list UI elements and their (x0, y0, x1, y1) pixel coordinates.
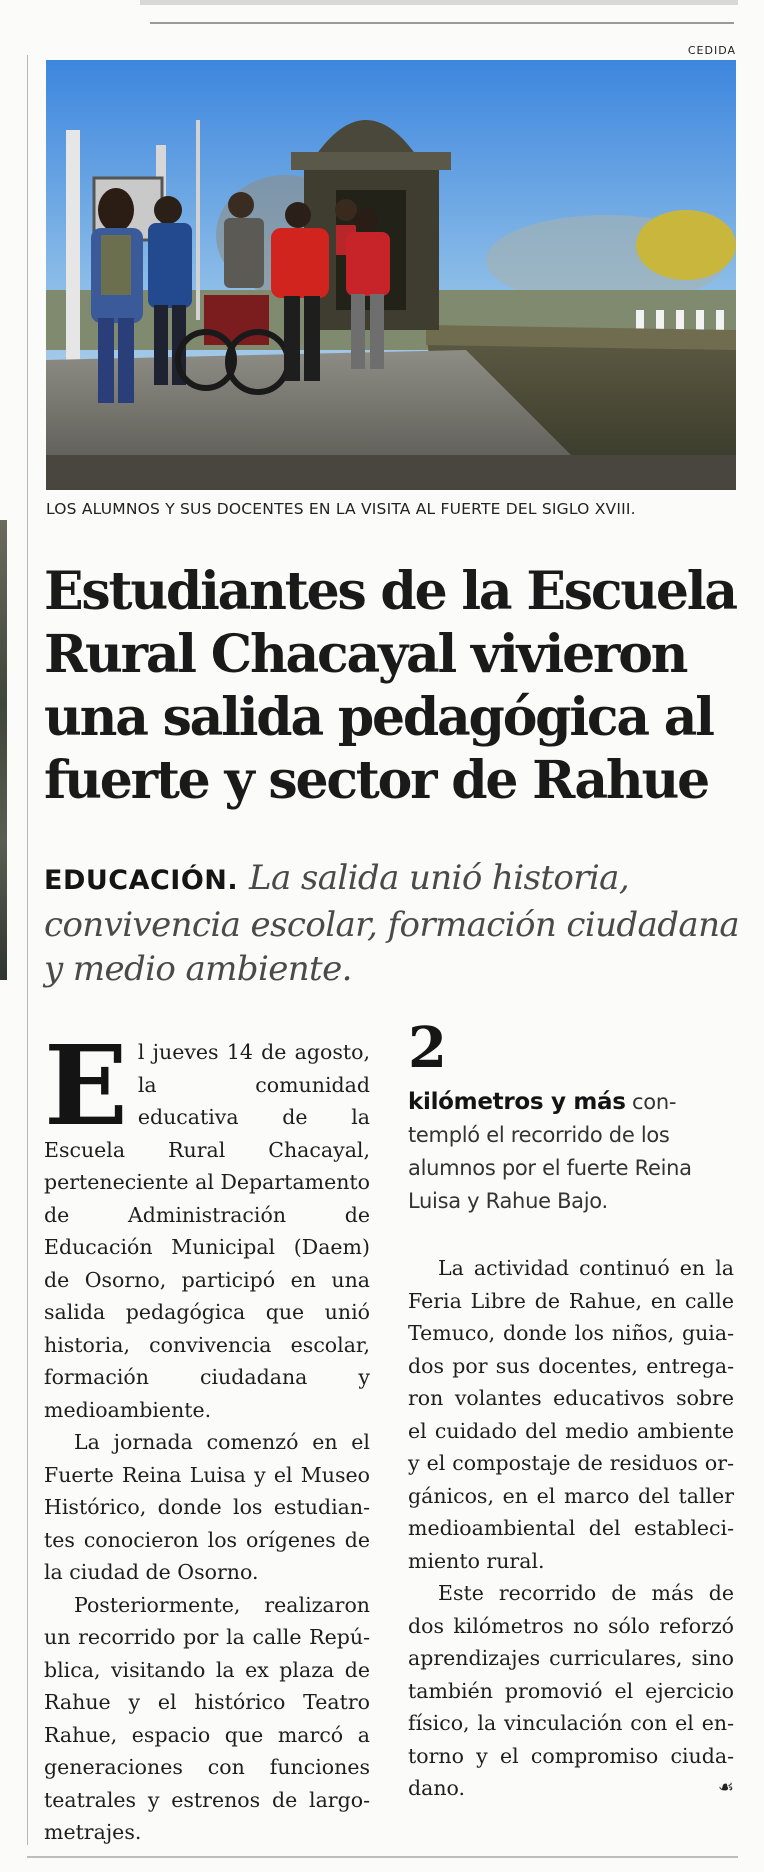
top-rule (150, 22, 734, 24)
paragraph-1 (44, 1021, 370, 1426)
paragraph-4: La actividad continuó en la Feria Libre de Rahue, en calle Temuco, donde los niños, guiados por sus docentes, entregaron volantes educativos sobre el cuidado del medio ambiente y el compostaje de residuos orgánicos, en el marco del taller medioambiental del establecimiento rural. (408, 1256, 734, 1573)
fact-text: contempló el recorrido de los alumnos por el fuerte Reina Luisa y Rahue Bajo. (408, 1090, 692, 1213)
paragraph-5-text: Este recorrido de más de dos kilómetros no sólo reforzó aprendizajes curriculares, sino también promovió el ejercicio físico, la vinculación con el entorno y el compromiso ciudadano. (408, 1581, 734, 1800)
adjacent-article-image-edge (0, 520, 7, 980)
deck-summary: La salida unió historia, convivencia escolar, formación ciudadana y medio ambiente. (44, 858, 740, 989)
top-margin-band (140, 0, 738, 5)
spacer (408, 1218, 734, 1252)
photo-caption: LOS ALUMNOS Y SUS DOCENTES EN LA VISITA AL FUERTE DEL SIGLO XVIII. (46, 500, 636, 518)
fact-box (408, 1086, 734, 1218)
column-separator-left (27, 55, 28, 1845)
paragraph-3: Posteriormente, realizaron un recorrido por la calle República, visitando la ex plaza de Rahue y el histórico Teatro Rahue, espacio que marcó a generaciones con funciones teatrales y estrenos de largometrajes. (44, 1592, 370, 1844)
bottom-rule (27, 1856, 738, 1858)
end-mark-icon: ☙ (717, 1777, 734, 1798)
article-photo (46, 60, 736, 490)
fact-number: 2 (408, 1015, 447, 1081)
paragraph-5 (408, 1577, 734, 1805)
paragraph-1-text: l jueves 14 de agosto, la comunidad educativa de la Escuela Rural Chacayal, perteneciente al Departamento de Administración de Educación Municipal (Daem) de Osorno, participó en una salida pedagógica que unió historia, convivencia escolar, formación ciudadana y medioambiente. (44, 1040, 370, 1422)
photo-credit: CEDIDA (687, 44, 736, 57)
drop-cap: E (44, 1021, 128, 1150)
section-kicker: EDUCACIÓN. (44, 865, 239, 896)
deck (44, 856, 744, 991)
article-column-left (44, 1021, 370, 1849)
fact-bold-text: kilómetros y más (408, 1089, 626, 1115)
paragraph-2: La jornada comenzó en el Fuerte Reina Luisa y el Museo Histórico, donde los estudiantes conocieron los orígenes de la ciudad de Osorno. (44, 1430, 370, 1584)
headline: Estudiantes de la Escuela Rural Chacayal vivieron una salida pedagógica al fuerte y sector de Rahue (44, 561, 736, 811)
article-column-right (408, 1015, 734, 1805)
